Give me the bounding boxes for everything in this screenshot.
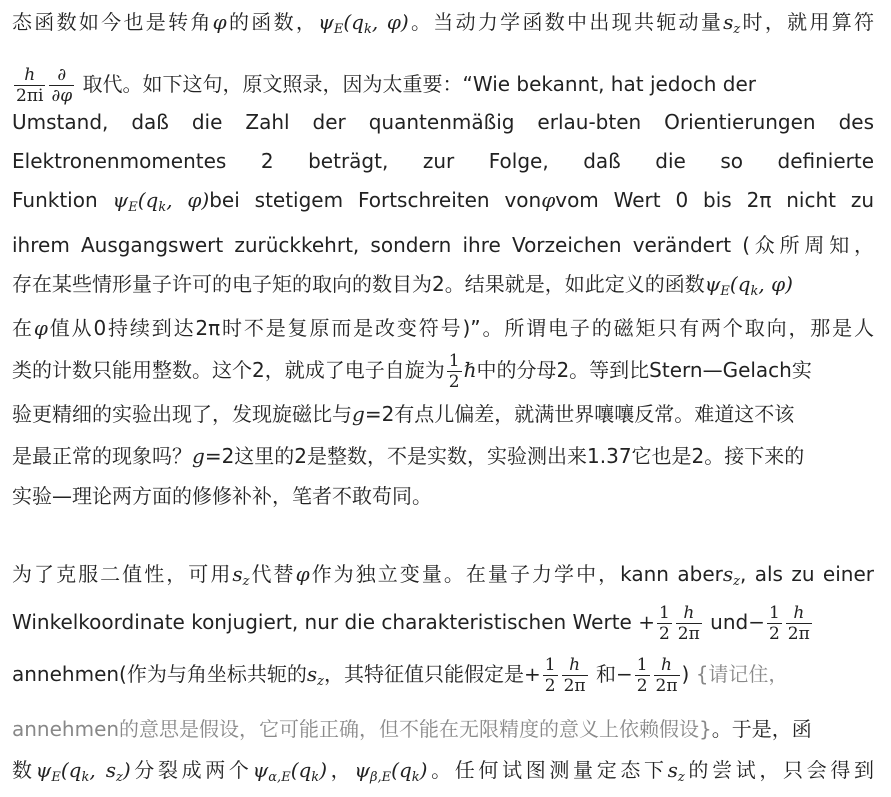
text-line-13: 为了克服二值性，可用$s_z$代替φ作为独立变量。在量子力学中，kann abers$_z$, als zu einer: [12, 562, 874, 589]
text-line-12: 实验—理论两方面的修修补补，笔者不敢苟同。: [12, 484, 432, 508]
text-line-17: 数$\psi_E(q_k$, $s_z$)分裂成两个$\psi_{\alpha,E}(q_k)$，$\psi_{\beta,E}(q_k)$。任何试图测量定态下$s_z$的尝试，只会得到: [12, 758, 875, 785]
psi-function: $\psi_E(q_k$, φ): [318, 10, 409, 37]
phi-symbol: φ: [541, 188, 556, 212]
text-line-10: 验更精细的实验出现了，发现旋磁比与g=2有点儿偏差，就满世界嚷嚷反常。难道这不该: [12, 402, 795, 426]
sz-symbol: $s_z$: [723, 10, 741, 37]
text-line-15: annehmen(作为与角坐标共轭的$s_z$，其特征值只能假定是+ $\frac{1}{2}$ $\frac{h}{2\pi}$ 和− $\frac{1}{2}$ $\frac{h}{2\pi}$ ) {请记住，: [12, 655, 789, 696]
text-line-16: annehmen的意思是假设，它可能正确，但不能在无限精度的意义上依赖假设}。于是，函: [12, 717, 812, 741]
fraction-h-over-2pi: $\frac{h}{2\pi}$: [787, 603, 810, 644]
fraction-one-half: $\frac{1}{2}$: [448, 351, 460, 392]
plus-sign: +: [523, 662, 541, 686]
psi-function: $\psi_E(q_k$, φ): [704, 272, 793, 299]
sz-symbol: $s_z$: [722, 562, 740, 589]
text-line-11: 是最正常的现象吗？g=2这里的2是整数，不是实数，实验测出来1.37它也是2。接下来的: [12, 444, 805, 468]
minus-sign: −: [615, 662, 633, 686]
text-line-14: Winkelkoordinate konjugiert, nur die charakteristischen Werte + $\frac{1}{2}$ $\frac{h}{2\pi}$ und− $\frac{1}{2}$ $\frac{h}{2\pi}$: [12, 603, 810, 644]
text-line-6: ihrem Ausgangswert zurückkehrt, sondern ihre Vorzeichen verändert (众所周知，: [12, 233, 874, 257]
plus-sign: +: [638, 610, 655, 634]
psi-alpha: $\psi_{\alpha,E}(q_k)$: [252, 758, 327, 785]
psi-function: $\psi_E(q_k$, φ): [112, 188, 210, 215]
sz-symbol: $s_z$: [306, 662, 324, 689]
text-line-1: 态函数如今也是转角φ的函数，$\psi_E(q_k$, φ)。当动力学函数中出现共轭动量$s_z$时，就用算符: [12, 10, 875, 37]
fraction-one-half: $\frac{1}{2}$: [658, 603, 670, 644]
phi-symbol: φ: [212, 10, 227, 34]
g-symbol: g: [352, 402, 365, 426]
gray-note: {请记住，: [695, 662, 789, 686]
psi-beta: $\psi_{\beta,E}(q_k)$: [354, 758, 428, 785]
text-line-8: 在φ值从0持续到达2π时不是复原而是改变符号)”。所谓电子的磁矩只有两个取向，那是人: [12, 316, 875, 340]
fraction-one-half: $\frac{1}{2}$: [544, 655, 556, 696]
g-symbol: g: [192, 444, 205, 468]
sz-symbol: $s_z$: [232, 562, 250, 589]
fraction-one-half: $\frac{1}{2}$: [768, 603, 780, 644]
phi-symbol: φ: [33, 316, 48, 340]
psi-function: $\psi_E(q_k$, $s_z$): [35, 758, 131, 785]
fraction-h-over-2pi: $\frac{h}{2\pi}$: [563, 655, 586, 696]
phi-symbol: φ: [295, 562, 310, 586]
text-line-2: $\frac{h}{2\pi i}$ $\frac{\partial}{\partial\varphi}$ 取代。如下这句，原文照录，因为太重要：“Wie bekannt, hat jedoch der: [16, 65, 756, 106]
fraction-one-half: $\frac{1}{2}$: [636, 655, 648, 696]
gray-note: annehmen的意思是假设，它可能正确，但不能在无限精度的意义上依赖假设}: [12, 717, 712, 741]
sz-symbol: $s_z$: [667, 758, 685, 785]
minus-sign: −: [748, 610, 765, 634]
text-line-9: 类的计数只能用整数。这个2，就成了电子自旋为 $\frac{1}{2}$ ℏ中的分母2。等到比Stern—Gelach实: [12, 351, 812, 392]
fraction-h-over-2pi-i: $\frac{h}{2\pi i}$: [16, 65, 44, 106]
text-line-4: Elektronenmomentes 2 beträgt, zur Folge, daß die so definierte: [12, 149, 874, 173]
fraction-h-over-2pi: $\frac{h}{2\pi}$: [677, 603, 700, 644]
text-line-3: Umstand, daß die Zahl der quantenmäßig erlau-bten Orientierungen des: [12, 110, 874, 134]
fraction-partial-phi: $\frac{\partial}{\partial\varphi}$: [51, 65, 73, 106]
hbar-symbol: ℏ: [463, 358, 477, 382]
text-line-7: 存在某些情形量子许可的电子矩的取向的数目为2。结果就是，如此定义的函数$\psi_E(q_k$, φ): [12, 272, 793, 299]
text-line-5: Funktion $\psi_E(q_k$, φ)bei stetigem Fortschreiten vonφvom Wert 0 bis 2π nicht zu: [12, 188, 874, 215]
fraction-h-over-2pi: $\frac{h}{2\pi}$: [655, 655, 678, 696]
